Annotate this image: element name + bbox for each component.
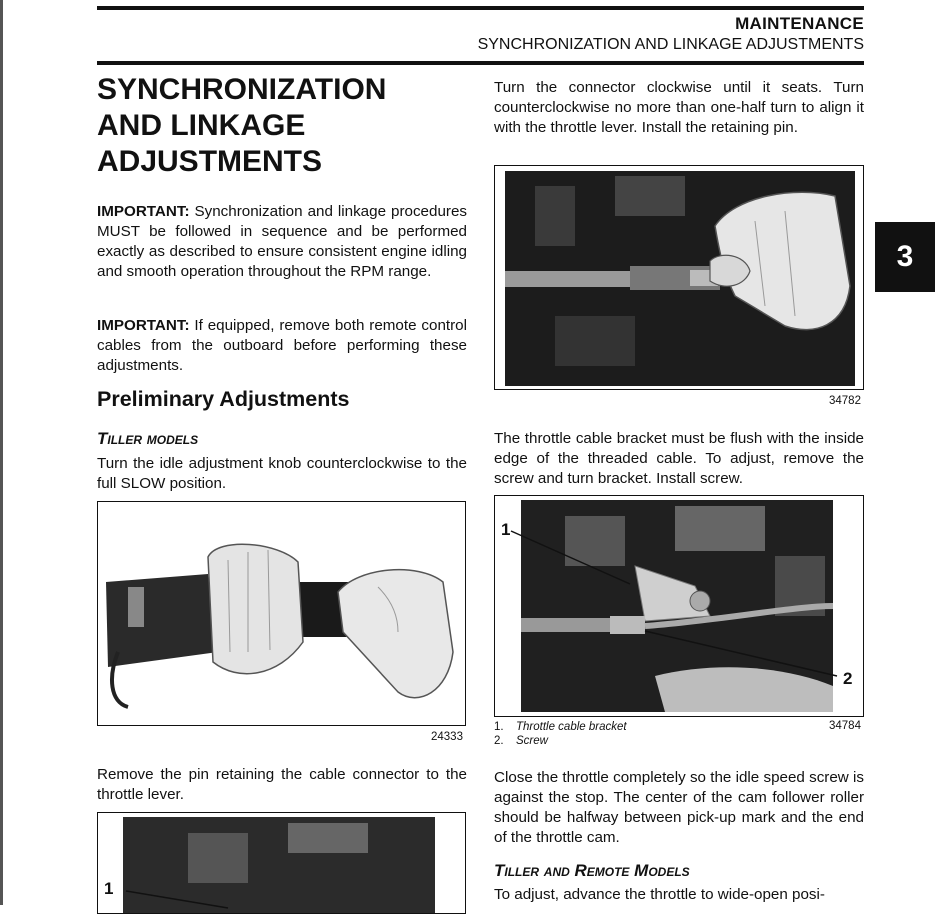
callout-2: 2 bbox=[843, 669, 853, 688]
section-heading: Preliminary Adjustments bbox=[97, 387, 350, 411]
caption-item: 2. Screw bbox=[494, 735, 548, 747]
caption-item: 1. Throttle cable bracket bbox=[494, 721, 627, 733]
header-section: MAINTENANCE bbox=[735, 14, 864, 33]
pin-removal-photo bbox=[98, 813, 465, 913]
header-rule-top bbox=[97, 6, 864, 10]
cable-bracket-photo bbox=[495, 496, 863, 716]
page-edge bbox=[0, 0, 3, 905]
figure-tiller-grip bbox=[97, 501, 466, 726]
chapter-tab: 3 bbox=[875, 222, 935, 292]
step-cable-bracket: The throttle cable bracket must be flush with the inside edge of the threaded cable. To adjust, remove the screw and turn bracket. Install screw. bbox=[494, 430, 864, 487]
step-idle-knob: Turn the idle adjustment knob counterclockwise to the full SLOW position. bbox=[97, 455, 467, 492]
header-rule-bottom bbox=[97, 61, 864, 65]
step-close-throttle: Close the throttle completely so the idle speed screw is against the stop. The center of the cam follower roller should be halfway between pick-up mark and the end of the throttle cam. bbox=[494, 769, 864, 846]
figure-number: 34784 bbox=[829, 720, 861, 732]
figure-pin-removal bbox=[97, 812, 466, 914]
step-remove-pin: Remove the pin retaining the cable connector to the throttle lever. bbox=[97, 766, 467, 803]
important-label: IMPORTANT: bbox=[97, 317, 190, 334]
figure-caption-list bbox=[494, 720, 627, 748]
subheading-tiller-remote: Tiller and Remote Models bbox=[494, 861, 690, 880]
callout-1: 1 bbox=[104, 879, 114, 898]
connector-photo bbox=[495, 166, 863, 389]
important-note-2 bbox=[97, 316, 467, 376]
step-advance-throttle: To adjust, advance the throttle to wide-open posi- bbox=[494, 886, 825, 903]
figure-number: 34782 bbox=[829, 395, 861, 407]
callout-1: 1 bbox=[501, 520, 511, 539]
figure-cable-bracket bbox=[494, 495, 864, 717]
subheading-tiller: Tiller models bbox=[97, 429, 199, 448]
important-label: IMPORTANT: bbox=[97, 203, 190, 220]
header-subsection: SYNCHRONIZATION AND LINKAGE ADJUSTMENTS bbox=[477, 36, 864, 53]
tiller-grip-photo bbox=[98, 502, 465, 725]
figure-number: 24333 bbox=[431, 731, 463, 743]
important-note-1 bbox=[97, 202, 467, 282]
important-text: If equipped, remove both remote control cables from the outboard before performing these adjustments. bbox=[97, 317, 467, 374]
figure-connector bbox=[494, 165, 864, 390]
step-turn-connector: Turn the connector clockwise until it seats. Turn counterclockwise no more than one-half turn to align it with the throttle lever. Install the retaining pin. bbox=[494, 79, 864, 136]
page-title: SYNCHRONIZATION AND LINKAGE ADJUSTMENTS bbox=[97, 73, 387, 178]
important-text: Synchronization and linkage procedures MUST be followed in sequence and be performed exactly as described to ensure consistent engine idling and smooth operation throughout the RPM range. bbox=[97, 203, 467, 280]
